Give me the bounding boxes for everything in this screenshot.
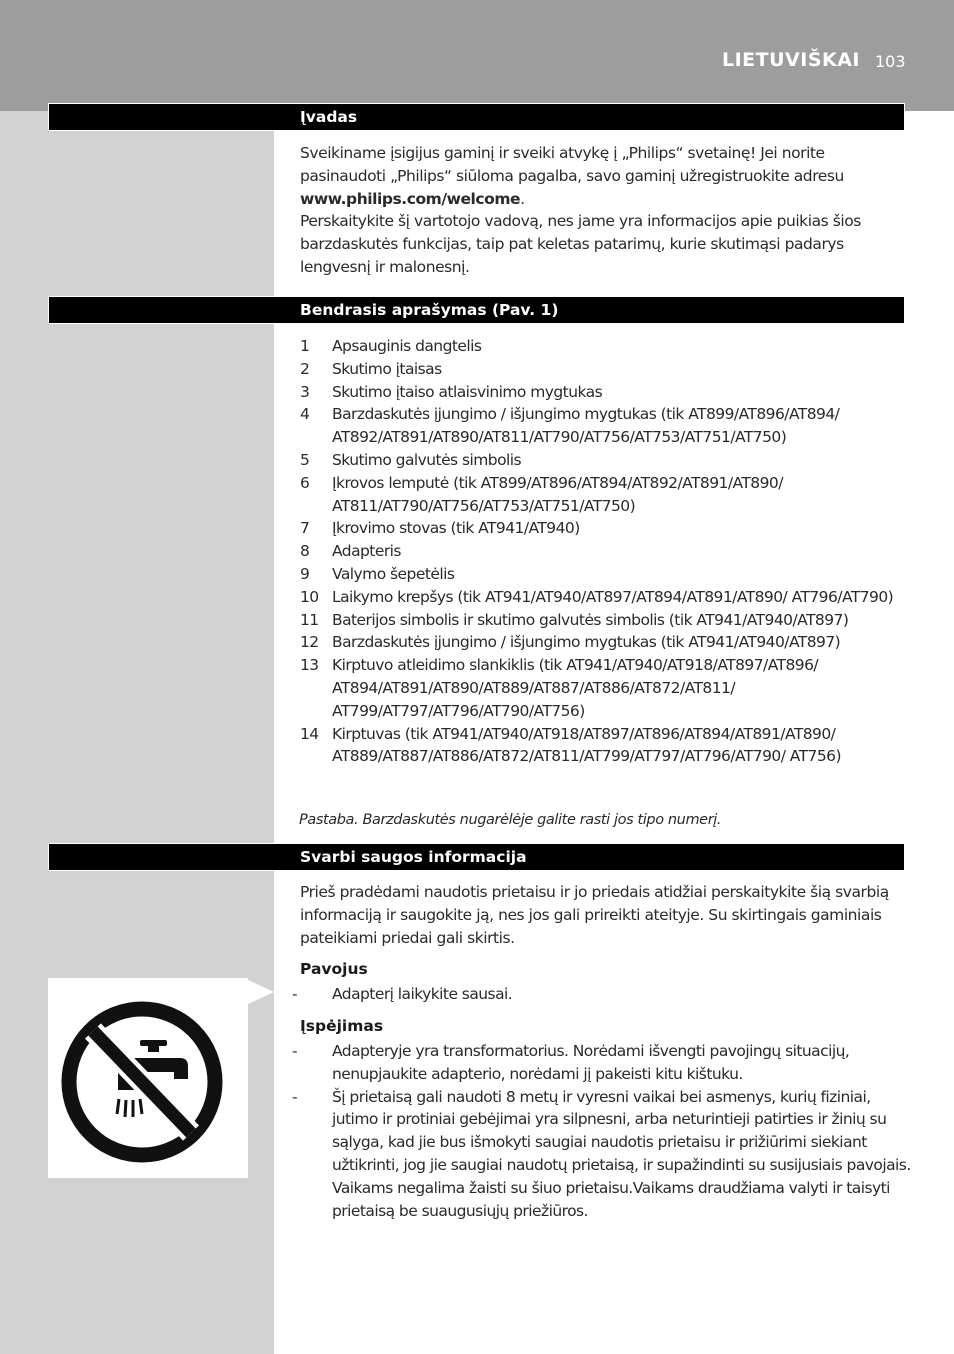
language-header: LIETUVIŠKAI xyxy=(722,49,860,71)
list-item xyxy=(300,517,910,540)
list-item-text: Apsauginis dangtelis xyxy=(332,337,482,355)
list-item xyxy=(292,1086,912,1223)
danger-heading: Pavojus xyxy=(300,960,368,978)
figure-pointer xyxy=(248,980,274,1004)
list-item-number: 6 xyxy=(300,473,310,492)
list-item-number: 13 xyxy=(300,656,319,675)
dash-bullet: - xyxy=(292,1087,298,1106)
list-item xyxy=(300,381,910,404)
list-item xyxy=(292,983,912,1006)
dash-bullet: - xyxy=(292,1042,298,1060)
intro-paragraph-1 xyxy=(300,142,910,210)
list-item-number: 3 xyxy=(300,382,310,401)
welcome-link[interactable]: www.philips.com/welcome xyxy=(300,189,521,208)
list-item-text: Skutimo galvutės simbolis xyxy=(332,450,522,469)
list-item xyxy=(300,723,910,769)
list-item-text: Kirptuvo atleidimo slankiklis (tik AT941/AT940/AT918/AT897/AT896/ AT894/AT891/AT890/AT889/AT887/AT886/AT872/AT811/ AT799/AT797/AT796/AT790/AT756) xyxy=(332,656,819,720)
page-number: 103 xyxy=(875,52,906,71)
list-item-number: 11 xyxy=(300,610,319,629)
warning-list xyxy=(292,1040,912,1222)
danger-list xyxy=(292,983,912,1006)
section-title-intro: Įvadas xyxy=(300,108,358,126)
list-item xyxy=(300,586,910,609)
list-item-number: 14 xyxy=(300,724,319,743)
list-item-number: 10 xyxy=(300,587,319,606)
warning-heading: Įspėjimas xyxy=(300,1017,384,1035)
list-item-number: 4 xyxy=(300,405,310,424)
list-item xyxy=(300,358,910,381)
list-item-text: Baterijos simbolis ir skutimo galvutės simbolis (tik AT941/AT940/AT897) xyxy=(332,610,849,629)
section-title-safety: Svarbi saugos informacija xyxy=(300,848,527,866)
list-item-text: Adapterį laikykite sausai. xyxy=(332,985,513,1003)
list-item-text: Laikymo krepšys (tik AT941/AT940/AT897/AT894/AT891/AT890/ AT796/AT790) xyxy=(332,587,894,606)
no-water-tap-icon xyxy=(48,978,248,1178)
list-item-number: 5 xyxy=(300,450,310,469)
list-item xyxy=(300,540,910,563)
list-item xyxy=(300,403,910,449)
list-item-number: 12 xyxy=(300,633,319,652)
list-item xyxy=(300,631,910,654)
list-item-number: 1 xyxy=(300,337,310,355)
list-item xyxy=(300,335,910,358)
list-item-text: Skutimo įtaiso atlaisvinimo mygtukas xyxy=(332,382,603,401)
list-item xyxy=(300,449,910,472)
list-item-text: Šį prietaisą gali naudoti 8 metų ir vyresni vaikai bei asmenys, kurių fiziniai, jutimo ir protiniai gebėjimai yra silpnesni, arba neturintieji patirties ir žinių su sąlyga, kad jie bus išmokyti saugiai naudotis prietaisu ir prižiūrimi siekiant užtikrinti, jog jie saugiai naudotų prietaisą, ir supažindinti su susijusiais pavojais. Vaikams negalima žaisti su šiuo prietaisu.Vaikams draudžiama valyti ir taisyti prietaisą be suaugusiųjų priežiūros. xyxy=(332,1087,911,1220)
intro-paragraph-1-text: Sveikiname įsigijus gaminį ir sveiki atvykę į „Philips“ svetainę! Jei norite pasinaudoti „Philips“ siūloma pagalba, savo gaminį užregistruokite adresu xyxy=(300,144,844,185)
list-item-number: 2 xyxy=(300,359,310,378)
list-item-text: Įkrovimo stovas (tik AT941/AT940) xyxy=(332,519,580,538)
section-bar-intro xyxy=(48,103,905,131)
section-title-general-description: Bendrasis aprašymas (Pav. 1) xyxy=(300,301,559,319)
intro-paragraph-2: Perskaitykite šį vartotojo vadovą, nes jame yra informacijos apie puikias šios barzdaskutės funkcijas, taip pat keletas patarimų, kurie skutimąsi padarys lengvesnį ir malonesnį. xyxy=(300,212,861,276)
list-item xyxy=(300,563,910,586)
dash-bullet: - xyxy=(292,985,298,1003)
section-bar-general-description xyxy=(48,296,905,324)
list-item-text: Adapteryje yra transformatorius. Norėdami išvengti pavojingų situacijų, nenupjaukite adapterio, norėdami jį pakeisti kitu kištuku. xyxy=(332,1042,850,1083)
list-item-text: Barzdaskutės įjungimo / išjungimo mygtukas (tik AT899/AT896/AT894/ AT892/AT891/AT890/AT811/AT790/AT756/AT753/AT751/AT750) xyxy=(332,405,840,447)
list-item-text: Valymo šepetėlis xyxy=(332,564,455,583)
list-item-text: Įkrovos lemputė (tik AT899/AT896/AT894/AT892/AT891/AT890/ AT811/AT790/AT756/AT753/AT751/AT750) xyxy=(332,473,783,515)
safety-intro-text xyxy=(300,881,910,949)
list-item-text: Barzdaskutės įjungimo / išjungimo mygtukas (tik AT941/AT940/AT897) xyxy=(332,633,841,652)
list-item-text: Skutimo įtaisas xyxy=(332,359,442,378)
list-item-number: 8 xyxy=(300,542,310,561)
parts-list xyxy=(300,335,910,768)
section-bar-safety xyxy=(48,843,905,871)
list-item xyxy=(292,1040,912,1086)
list-item xyxy=(300,609,910,632)
safety-paragraph: Prieš pradėdami naudotis prietaisu ir jo priedais atidžiai perskaitykite šią svarbią informaciją ir saugokite ją, nes jos gali prireikti ateityje. Su skirtingais gaminiais pateikiami priedai gali skirtis. xyxy=(300,883,889,947)
no-water-symbol-svg xyxy=(48,978,248,1178)
list-item-text: Adapteris xyxy=(332,542,401,561)
list-item xyxy=(300,654,910,722)
list-item-text: Kirptuvas (tik AT941/AT940/AT918/AT897/AT896/AT894/AT891/AT890/ AT889/AT887/AT886/AT872/AT811/AT799/AT797/AT796/AT790/ AT756) xyxy=(332,724,841,766)
intro-text xyxy=(300,142,910,279)
list-item xyxy=(300,472,910,518)
intro-paragraph-1-end: . xyxy=(520,189,525,208)
list-item-number: 7 xyxy=(300,519,310,538)
list-item-number: 9 xyxy=(300,564,310,583)
type-number-note: Pastaba. Barzdaskutės nugarėlėje galite rasti jos tipo numerį. xyxy=(299,812,722,828)
